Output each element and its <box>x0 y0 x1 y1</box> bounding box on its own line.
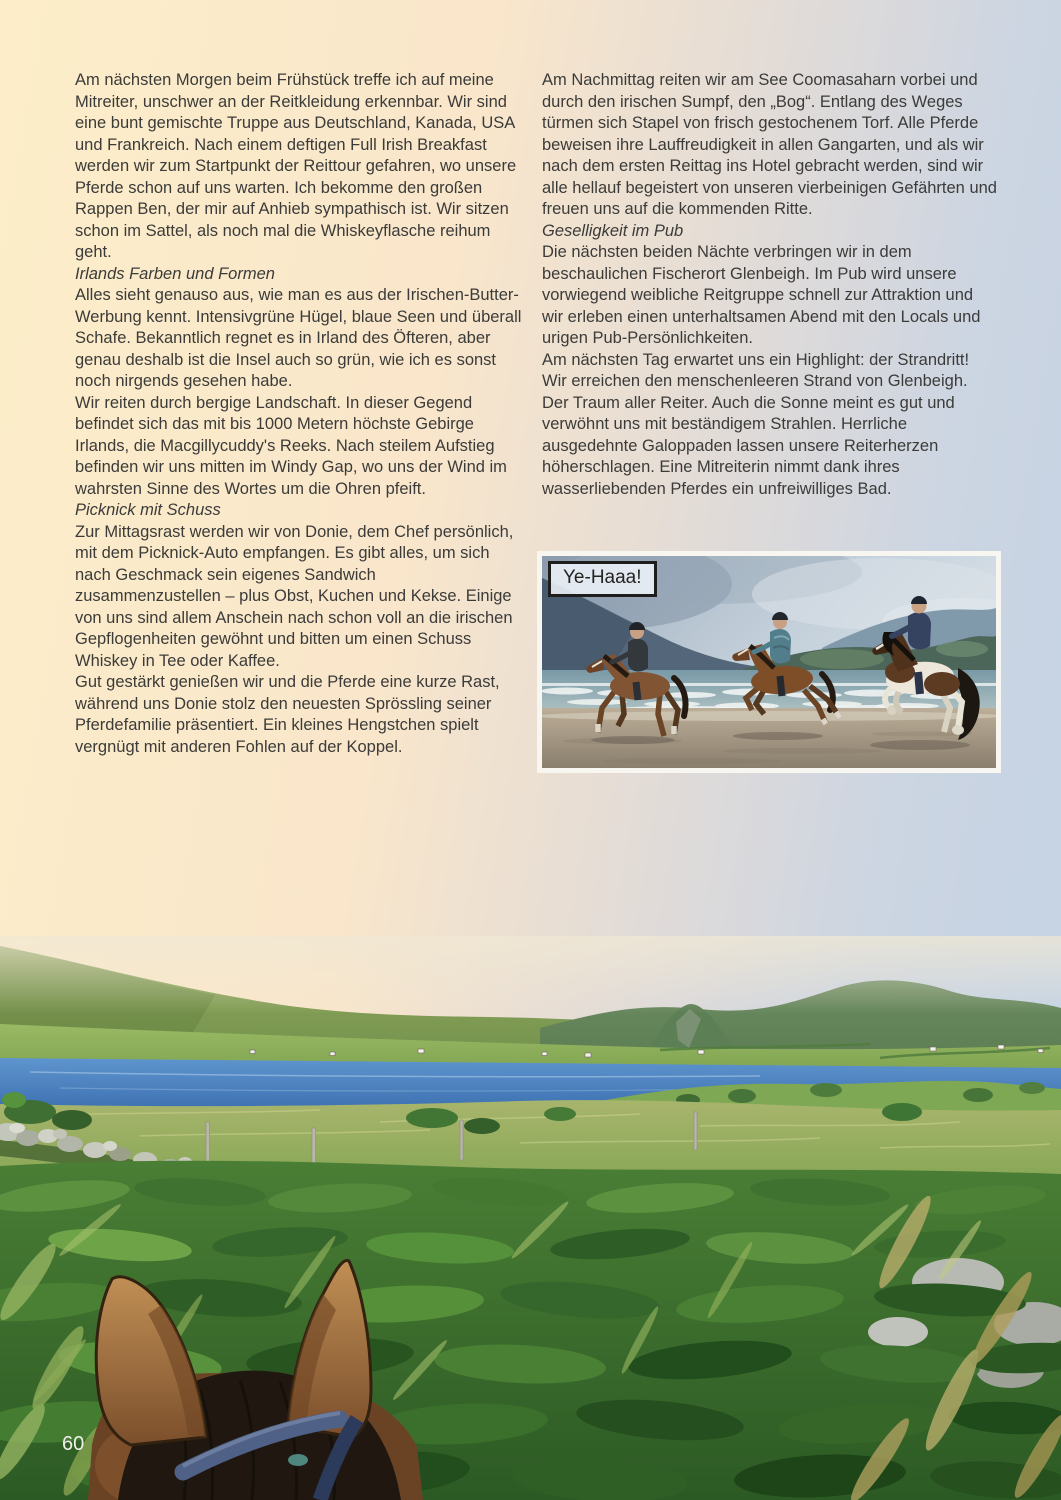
paragraph-butter-werbung: Alles sieht genauso aus, wie man es aus der Irischen-Butter-Werbung kennt. Intensivgrüne Hügel, blaue Seen und überall Schafe. Bekanntlich regnet es in Irland des Öfteren, aber genau deshalb ist die Insel auch so grün, wie ich es sonst noch nirgends gesehen habe. <box>75 286 522 390</box>
paragraph-windy-gap: Wir reiten durch bergige Landschaft. In dieser Gegend befindet sich das mit bis 1000 Metern höchste Gebirge Irlands, die Macgillycuddy's Reeks. Nach steilem Aufstieg befinden wir uns mitten im Windy Gap, wo uns der Wind im wahrsten Sinne des Wortes um die Ohren pfeift. <box>75 393 507 498</box>
article-left-column <box>75 70 523 758</box>
page-number: 60 <box>62 1433 85 1455</box>
section-heading-irlands-farben: Irlands Farben und Formen <box>75 264 275 283</box>
paragraph-breakfast: Am nächsten Morgen beim Frühstück treffe ich auf meine Mitreiter, unschwer an der Reitkleidung erkennbar. Wir sind eine bunt gemischte Truppe aus Deutschland, Kanada, USA und Frankreich. Nach einem deftigen Full Irish Breakfast werden wir zum Startpunkt der Reittour gefahren, wo unsere Pferde schon auf uns warten. Ich bekomme den großen Rappen Ben, der mir auf Anhieb sympathisch ist. Wir sitzen schon im Sattel, als noch mal die Whiskeyflasche reihum geht. <box>75 71 517 261</box>
paragraph-strandritt: Am nächsten Tag erwartet uns ein Highlight: der Strandritt! Wir erreichen den menschenleeren Strand von Glenbeigh. Der Traum aller Reiter. Auch die Sonne meint es gut und verwöhnt uns mit beständigem Strahlen. Herrliche ausgedehnte Galoppaden lassen unsere Reiterherzen höherschlagen. Eine Mitreiterin nimmt dank ihres wasserliebenden Pferdes ein unfreiwilliges Bad. <box>542 350 970 498</box>
paragraph-glenbeigh: Die nächsten beiden Nächte verbringen wir in dem beschaulichen Fischerort Glenbeigh. Im Pub wird unsere vorwiegend weibliche Reitgruppe schnell zur Attraktion und wir erleben einen unterhaltsamen Abend mit den Locals und urigen Pub-Persönlichkeiten. <box>542 243 981 347</box>
paragraph-picknick: Zur Mittagsrast werden wir von Donie, dem Chef persönlich, mit dem Picknick-Auto empfangen. Es gibt alles, um sich nach Geschmack sein eigenes Sandwich zusammenzustellen – plus Obst, Kuchen und Kekse. Einige von uns sind allem Anschein nach schon voll an die irischen Gepflogenheiten gewöhnt und bitten um einen Schuss Whiskey in Tee oder Kaffee. <box>75 522 514 670</box>
photo-caption-label: Ye-Haaa! <box>548 561 657 597</box>
article-right-column <box>542 70 998 500</box>
paragraph-fohlen: Gut gestärkt genießen wir und die Pferde eine kurze Rast, während uns Donie stolz den neuesten Sprössling seiner Pferdefamilie präsentiert. Ein kleines Hengstchen spielt vergnügt mit anderen Fohlen auf der Koppel. <box>75 673 500 756</box>
section-heading-picknick: Picknick mit Schuss <box>75 501 221 519</box>
landscape-photo-illustration <box>0 900 1061 1500</box>
paragraph-coomasaharn: Am Nachmittag reiten wir am See Coomasaharn vorbei und durch den irischen Sumpf, den „Bog“. Entlang des Weges türmen sich Stapel von frisch gestochenem Torf. Alle Pferde beweisen ihre Lauffreudigkeit in allen Gangarten, und als wir nach dem ersten Reittag ins Hotel gebracht werden, sind wir alle hellauf begeistert von unseren vierbeinigen Gefährten und freuen uns auf die kommenden Ritte. <box>542 71 997 218</box>
section-heading-pub: Geselligkeit im Pub <box>542 221 684 240</box>
beach-ride-photo <box>537 551 1001 773</box>
